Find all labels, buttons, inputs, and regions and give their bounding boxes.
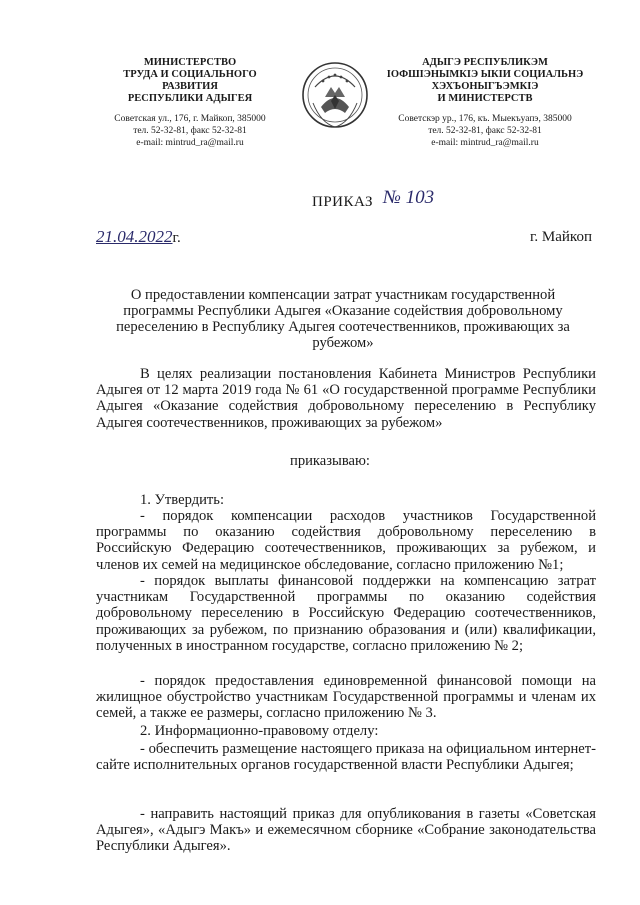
phone-line: тел. 52-32-81, факс 52-32-81	[133, 126, 247, 136]
org-line: РАЗВИТИЯ	[162, 81, 218, 92]
date-suffix: г.	[172, 230, 181, 246]
address-line: Советскэр ур., 176, къ. Мыекъуапэ, 385000	[398, 114, 572, 124]
ministry-address-ady	[380, 113, 590, 149]
item-procedure-2: - порядок выплаты финансовой поддержки на компенсацию затрат участникам Государственной программы по оказанию содействия добровольному переселению в Российскую Федерацию соотечественников, проживающих за рубежом, по признанию образования и (или) квалификации, полученных в иностранном государстве, согласно приложению № 2;	[96, 573, 596, 654]
order-number: № 103	[383, 187, 435, 208]
item-procedure-3: - порядок предоставления единовременной финансовой помощи на жилищное обустройство участникам Государственной программы и членам их семей, а также ее размеры, согласно приложению № 3.	[96, 673, 596, 722]
org-line: РЕСПУБЛИКИ АДЫГЕЯ	[127, 93, 253, 104]
ministry-name-ady	[380, 57, 590, 105]
org-line: АДЫГЭ РЕСПУБЛИКЭМ	[422, 57, 548, 68]
order-date: 21.04.2022	[96, 227, 173, 246]
order-subject: О предоставлении компенсации затрат участникам государственной программы Республики Адыгея «Оказание содействия добровольному переселению в Республику Адыгея соотечественников, проживающих за рубежом»	[116, 287, 570, 351]
ministry-header-adyghe	[380, 57, 590, 149]
address-line: Советская ул., 176, г. Майкоп, 385000	[114, 114, 266, 124]
org-line: ХЭХЪОНЫГЪЭМКІЭ	[431, 81, 539, 92]
org-line: МИНИСТЕРСТВО	[143, 57, 237, 68]
email-line: e-mail: mintrud_ra@mail.ru	[136, 138, 244, 148]
preamble: В целях реализации постановления Кабинета Министров Республики Адыгея от 12 марта 2019 года № 61 «О государственной программе Республики Адыгея «Оказание содействия добровольному переселению в Республику Адыгея соотечественников, проживающих за рубежом»	[96, 366, 596, 431]
phone-line: тел. 52-32-81, факс 52-32-81	[428, 126, 542, 136]
item-procedure-1: - порядок компенсации расходов участников Государственной программы по оказанию содействия добровольному переселению в Российскую Федерацию соотечественников, проживающих за рубежом, и членов их семей на медицинское обследование, согласно приложению №1;	[96, 508, 596, 573]
email-line: e-mail: mintrud_ra@mail.ru	[431, 138, 539, 148]
ministry-address-ru	[95, 113, 285, 149]
item-legal-dept: 2. Информационно-правовому отделу:	[140, 723, 379, 739]
org-line: ІОФШІЭНЫМКІЭ ЫКІИ СОЦИАЛЬНЭ	[386, 69, 584, 80]
order-city: г. Майкоп	[529, 229, 592, 245]
coat-of-arms-emblem	[301, 57, 369, 135]
org-line: ТРУДА И СОЦИАЛЬНОГО	[123, 69, 257, 80]
ministry-name-ru	[95, 57, 285, 105]
ministry-header-russian	[95, 57, 285, 149]
item-publish-site: - обеспечить размещение настоящего приказа на официальном интернет-сайте исполнительных органов государственной власти Республики Адыгея;	[96, 741, 596, 774]
item-approve: 1. Утвердить:	[140, 492, 225, 508]
item-publish-newspapers: - направить настоящий приказ для опубликования в газеты «Советская Адыгея», «Адыгэ Макъ» и ежемесячном сборнике «Собрание законодательства Республики Адыгея».	[96, 806, 596, 855]
order-date-line	[96, 227, 181, 247]
order-title: ПРИКАЗ	[312, 194, 373, 210]
orders-word: приказываю:	[290, 453, 370, 469]
org-line: И МИНИСТЕРСТВ	[437, 93, 533, 104]
